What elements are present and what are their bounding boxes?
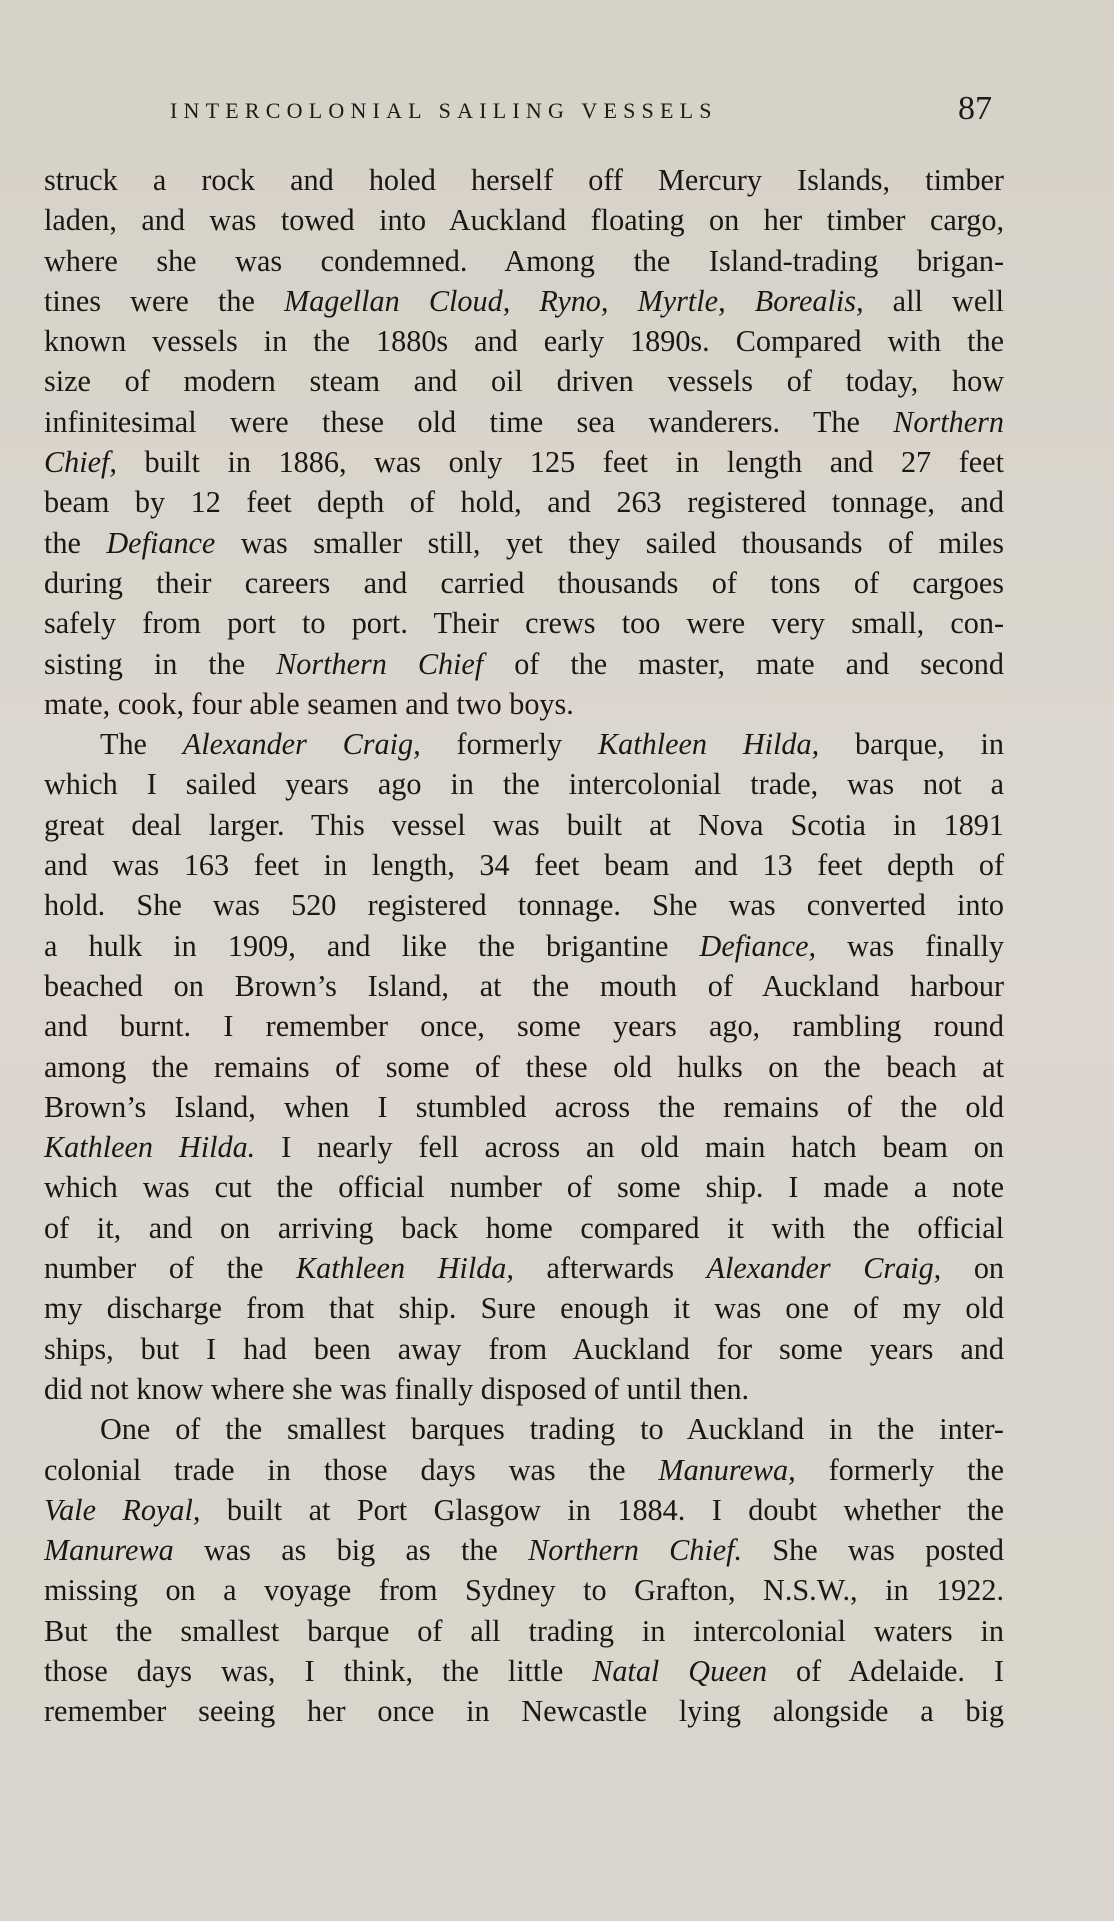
text-line: beam by 12 feet depth of hold, and 263 registered tonnage, and (44, 485, 1004, 520)
text-line: infinitesimal were these old time sea wanderers. The Northern (44, 404, 1004, 439)
text-line: among the remains of some of these old hulks on the beach at (44, 1049, 1004, 1084)
text-line: hold. She was 520 registered tonnage. She was converted into (44, 888, 1004, 923)
text-line: laden, and was towed into Auckland floating on her timber cargo, (44, 203, 1004, 238)
text-line: beached on Brown’s Island, at the mouth of Auckland harbour (44, 968, 1004, 1003)
text-line: of it, and on arriving back home compared it with the official (44, 1210, 1004, 1245)
text-line: a hulk in 1909, and like the brigantine Defiance, was finally (44, 928, 1005, 963)
text-line: great deal larger. This vessel was built at Nova Scotia in 1891 (44, 807, 1004, 842)
text-line: my discharge from that ship. Sure enough it was one of my old (44, 1291, 1004, 1326)
text-line: The Alexander Craig, formerly Kathleen Hilda, barque, in (100, 727, 1004, 762)
paragraph-2 (44, 724, 1004, 1409)
text-line: did not know where she was finally disposed of until then. (44, 1371, 750, 1406)
text-line: Kathleen Hilda. I nearly fell across an old main hatch beam on (44, 1130, 1004, 1165)
text-line: remember seeing her once in Newcastle lying alongside a big (44, 1694, 1004, 1729)
text-line: which was cut the official number of some ship. I made a note (44, 1170, 1004, 1205)
text-line: those days was, I think, the little Natal Queen of Adelaide. I (44, 1653, 1005, 1688)
text-line: safely from port to port. Their crews too were very small, con- (44, 606, 1004, 641)
text-line: and burnt. I remember once, some years ago, rambling round (44, 1009, 1004, 1044)
text-line: size of modern steam and oil driven vessels of today, how (44, 364, 1004, 399)
text-line: number of the Kathleen Hilda, afterwards Alexander Craig, on (44, 1251, 1005, 1286)
text-line: Brown’s Island, when I stumbled across the remains of the old (44, 1089, 1004, 1124)
text-line: One of the smallest barques trading to Auckland in the inter- (100, 1412, 1004, 1447)
text-line: mate, cook, four able seamen and two boys. (44, 686, 574, 721)
text-line: But the smallest barque of all trading in intercolonial waters in (44, 1613, 1004, 1648)
text-line: struck a rock and holed herself off Mercury Islands, timber (44, 163, 1004, 197)
paragraph-1 (44, 160, 1004, 724)
text-line: Manurewa was as big as the Northern Chief. She was posted (44, 1533, 1004, 1568)
text-line: during their careers and carried thousands of tons of cargoes (44, 565, 1004, 600)
text-line: tines were the Magellan Cloud, Ryno, Myrtle, Borealis, all well (44, 283, 1004, 318)
page-number: 87 (958, 90, 992, 127)
running-title: INTERCOLONIAL SAILING VESSELS (170, 98, 718, 123)
text-line: missing on a voyage from Sydney to Grafton, N.S.W., in 1922. (44, 1573, 1004, 1608)
text-line: colonial trade in those days was the Manurewa, formerly the (44, 1452, 1004, 1487)
text-line: Vale Royal, built at Port Glasgow in 1884. I doubt whether the (44, 1492, 1004, 1527)
text-line: and was 163 feet in length, 34 feet beam and 13 feet depth of (44, 848, 1004, 883)
paragraph-3 (44, 1409, 1004, 1731)
body-text (44, 160, 1004, 1732)
text-line: ships, but I had been away from Auckland for some years and (44, 1331, 1004, 1366)
text-line: sisting in the Northern Chief of the master, mate and second (44, 646, 1004, 681)
text-line: which I sailed years ago in the intercolonial trade, was not a (44, 767, 1004, 802)
text-line: Chief, built in 1886, was only 125 feet in length and 27 feet (44, 445, 1004, 480)
text-line: where she was condemned. Among the Island-trading brigan- (44, 243, 1004, 278)
text-line: the Defiance was smaller still, yet they sailed thousands of miles (44, 525, 1004, 560)
text-line: known vessels in the 1880s and early 1890s. Compared with the (44, 324, 1004, 359)
